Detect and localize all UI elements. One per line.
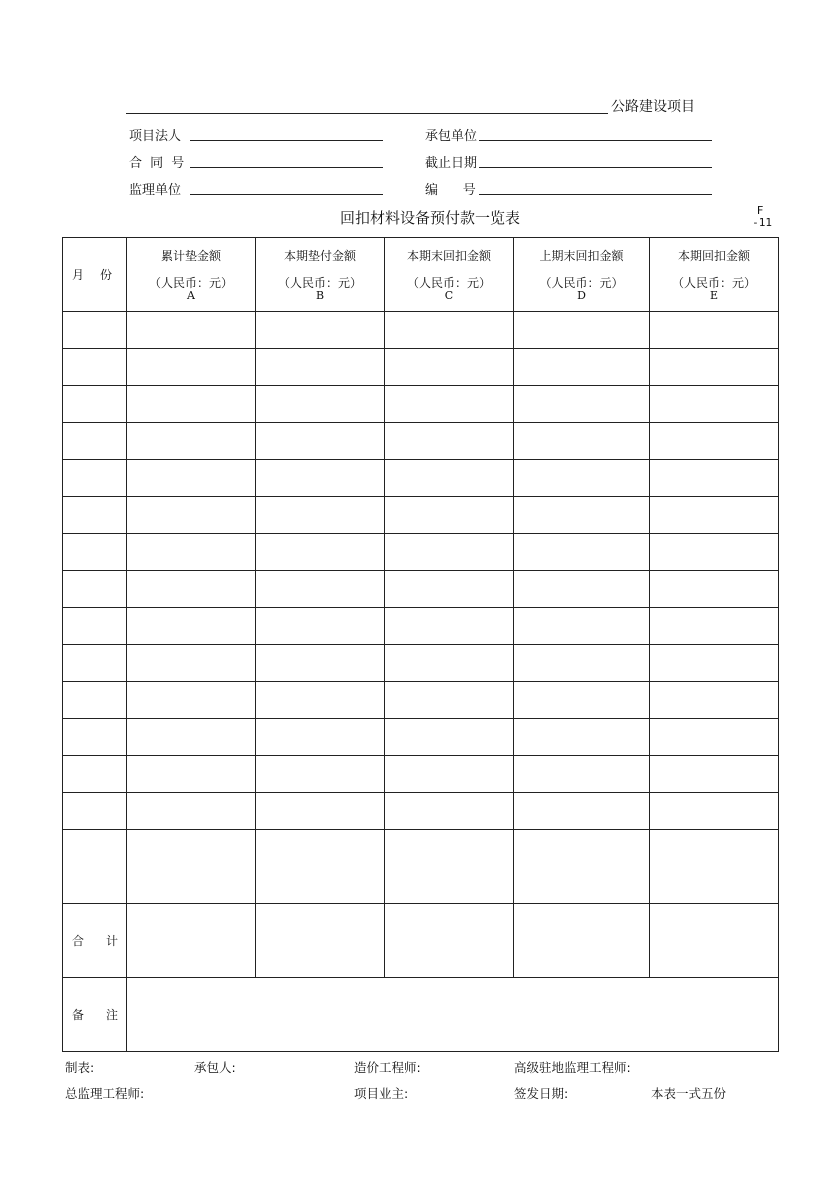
field-label-contractor: 承包单位 xyxy=(425,129,478,144)
project-name-line xyxy=(126,113,608,114)
table-row xyxy=(63,386,779,423)
footer-issue-date: 签发日期: xyxy=(514,1086,569,1101)
month-cell[interactable] xyxy=(63,645,127,682)
month-cell[interactable] xyxy=(63,793,127,830)
amount-cell[interactable] xyxy=(385,645,514,682)
amount-cell[interactable] xyxy=(385,608,514,645)
amount-cell[interactable] xyxy=(385,756,514,793)
table-row xyxy=(63,349,779,386)
form-title: 回扣材料设备预付款一览表 xyxy=(340,209,521,227)
amount-cell[interactable] xyxy=(385,830,514,904)
total-cell-e[interactable] xyxy=(650,904,779,978)
amount-cell[interactable] xyxy=(514,534,650,571)
amount-cell[interactable] xyxy=(385,386,514,423)
amount-cell[interactable] xyxy=(256,830,385,904)
amount-cell[interactable] xyxy=(514,830,650,904)
amount-cell[interactable] xyxy=(127,386,256,423)
month-cell[interactable] xyxy=(63,423,127,460)
amount-cell[interactable] xyxy=(127,312,256,349)
amount-cell[interactable] xyxy=(127,719,256,756)
table-row xyxy=(63,534,779,571)
amount-cell[interactable] xyxy=(256,534,385,571)
table-row xyxy=(63,312,779,349)
amount-cell[interactable] xyxy=(256,756,385,793)
table-row xyxy=(63,682,779,719)
amount-cell[interactable] xyxy=(650,830,779,904)
field-label-deadline: 截止日期 xyxy=(425,156,478,171)
column-header-b: 本期垫付金额 （人民币：元） B xyxy=(256,238,385,312)
footer-chief-engineer: 总监理工程师: xyxy=(65,1086,145,1101)
footer-owner: 项目业主: xyxy=(354,1086,409,1101)
table-row xyxy=(63,460,779,497)
total-cell-a[interactable] xyxy=(127,904,256,978)
field-input-serial-no[interactable] xyxy=(479,194,712,195)
amount-cell[interactable] xyxy=(650,608,779,645)
field-input-contractor[interactable] xyxy=(479,140,712,141)
amount-cell[interactable] xyxy=(514,312,650,349)
amount-cell[interactable] xyxy=(650,719,779,756)
total-label: 合 计 xyxy=(63,904,127,978)
amount-cell[interactable] xyxy=(650,497,779,534)
amount-cell[interactable] xyxy=(385,719,514,756)
month-cell[interactable] xyxy=(63,312,127,349)
field-label-legal-person: 项目法人 xyxy=(129,129,182,144)
field-input-contract-no[interactable] xyxy=(190,167,383,168)
month-cell[interactable] xyxy=(63,682,127,719)
amount-cell[interactable] xyxy=(385,682,514,719)
form-code: F -11 xyxy=(752,204,772,229)
table-row xyxy=(63,793,779,830)
amount-cell[interactable] xyxy=(127,756,256,793)
total-cell-d[interactable] xyxy=(514,904,650,978)
column-header-e: 本期回扣金额 （人民币：元） E xyxy=(650,238,779,312)
amount-cell[interactable] xyxy=(127,830,256,904)
amount-cell[interactable] xyxy=(256,312,385,349)
amount-cell[interactable] xyxy=(650,682,779,719)
month-cell[interactable] xyxy=(63,386,127,423)
table-row xyxy=(63,830,779,904)
amount-cell[interactable] xyxy=(385,497,514,534)
amount-cell[interactable] xyxy=(127,645,256,682)
amount-cell[interactable] xyxy=(650,571,779,608)
field-input-legal-person[interactable] xyxy=(190,140,383,141)
table-row xyxy=(63,571,779,608)
amount-cell[interactable] xyxy=(514,793,650,830)
amount-cell[interactable] xyxy=(127,534,256,571)
amount-cell[interactable] xyxy=(514,756,650,793)
prepayment-table xyxy=(62,237,779,1052)
amount-cell[interactable] xyxy=(514,349,650,386)
amount-cell[interactable] xyxy=(650,349,779,386)
month-cell[interactable] xyxy=(63,460,127,497)
table-row xyxy=(63,719,779,756)
amount-cell[interactable] xyxy=(514,386,650,423)
amount-cell[interactable] xyxy=(256,645,385,682)
month-cell[interactable] xyxy=(63,349,127,386)
amount-cell[interactable] xyxy=(514,497,650,534)
amount-cell[interactable] xyxy=(514,571,650,608)
remark-cell[interactable] xyxy=(127,978,779,1052)
field-label-contract-no: 合 同 号 xyxy=(129,156,187,171)
amount-cell[interactable] xyxy=(256,497,385,534)
amount-cell[interactable] xyxy=(256,793,385,830)
amount-cell[interactable] xyxy=(650,793,779,830)
month-cell[interactable] xyxy=(63,756,127,793)
amount-cell[interactable] xyxy=(256,719,385,756)
amount-cell[interactable] xyxy=(514,608,650,645)
field-input-deadline[interactable] xyxy=(479,167,712,168)
total-row xyxy=(63,904,779,978)
amount-cell[interactable] xyxy=(127,793,256,830)
month-cell[interactable] xyxy=(63,830,127,904)
amount-cell[interactable] xyxy=(127,571,256,608)
month-cell[interactable] xyxy=(63,534,127,571)
amount-cell[interactable] xyxy=(127,682,256,719)
remark-row xyxy=(63,978,779,1052)
amount-cell[interactable] xyxy=(127,349,256,386)
amount-cell[interactable] xyxy=(514,719,650,756)
field-label-supervisor: 监理单位 xyxy=(129,183,182,198)
amount-cell[interactable] xyxy=(650,423,779,460)
amount-cell[interactable] xyxy=(256,423,385,460)
footer-copies-note: 本表一式五份 xyxy=(651,1086,727,1101)
amount-cell[interactable] xyxy=(650,312,779,349)
amount-cell[interactable] xyxy=(256,386,385,423)
column-header-a: 累计垫金额 （人民币：元） A xyxy=(127,238,256,312)
footer-cost-engineer: 造价工程师: xyxy=(354,1060,421,1075)
amount-cell[interactable] xyxy=(256,608,385,645)
amount-cell[interactable] xyxy=(514,682,650,719)
remark-label: 备 注 xyxy=(63,978,127,1052)
field-input-supervisor[interactable] xyxy=(190,194,383,195)
amount-cell[interactable] xyxy=(127,460,256,497)
month-cell[interactable] xyxy=(63,497,127,534)
total-cell-c[interactable] xyxy=(385,904,514,978)
total-cell-b[interactable] xyxy=(256,904,385,978)
amount-cell[interactable] xyxy=(127,423,256,460)
amount-cell[interactable] xyxy=(256,571,385,608)
footer-contractor: 承包人: xyxy=(194,1060,236,1075)
amount-cell[interactable] xyxy=(650,756,779,793)
month-header: 月 份 xyxy=(63,238,127,312)
table-row xyxy=(63,423,779,460)
table-row xyxy=(63,645,779,682)
amount-cell[interactable] xyxy=(385,423,514,460)
footer-senior-resident-engineer: 高级驻地监理工程师: xyxy=(514,1060,631,1075)
table-row xyxy=(63,756,779,793)
amount-cell[interactable] xyxy=(385,534,514,571)
amount-cell[interactable] xyxy=(650,460,779,497)
amount-cell[interactable] xyxy=(385,571,514,608)
amount-cell[interactable] xyxy=(256,349,385,386)
column-header-d: 上期末回扣金额 （人民币：元） D xyxy=(514,238,650,312)
amount-cell[interactable] xyxy=(514,645,650,682)
amount-cell[interactable] xyxy=(256,682,385,719)
amount-cell[interactable] xyxy=(514,460,650,497)
table-row xyxy=(63,608,779,645)
month-cell[interactable] xyxy=(63,719,127,756)
field-label-serial-no: 编 号 xyxy=(425,183,476,198)
month-cell[interactable] xyxy=(63,571,127,608)
amount-cell[interactable] xyxy=(127,608,256,645)
amount-cell[interactable] xyxy=(256,460,385,497)
amount-cell[interactable] xyxy=(650,645,779,682)
amount-cell[interactable] xyxy=(650,386,779,423)
amount-cell[interactable] xyxy=(514,423,650,460)
amount-cell[interactable] xyxy=(127,497,256,534)
amount-cell[interactable] xyxy=(385,349,514,386)
amount-cell[interactable] xyxy=(385,312,514,349)
table-row xyxy=(63,497,779,534)
column-header-c: 本期末回扣金额 （人民币：元） C xyxy=(385,238,514,312)
amount-cell[interactable] xyxy=(650,534,779,571)
amount-cell[interactable] xyxy=(385,793,514,830)
month-cell[interactable] xyxy=(63,608,127,645)
footer-prepared-by: 制表: xyxy=(65,1060,95,1075)
table-header-row xyxy=(63,238,779,312)
amount-cell[interactable] xyxy=(385,460,514,497)
project-title: 公路建设项目 xyxy=(611,99,695,115)
